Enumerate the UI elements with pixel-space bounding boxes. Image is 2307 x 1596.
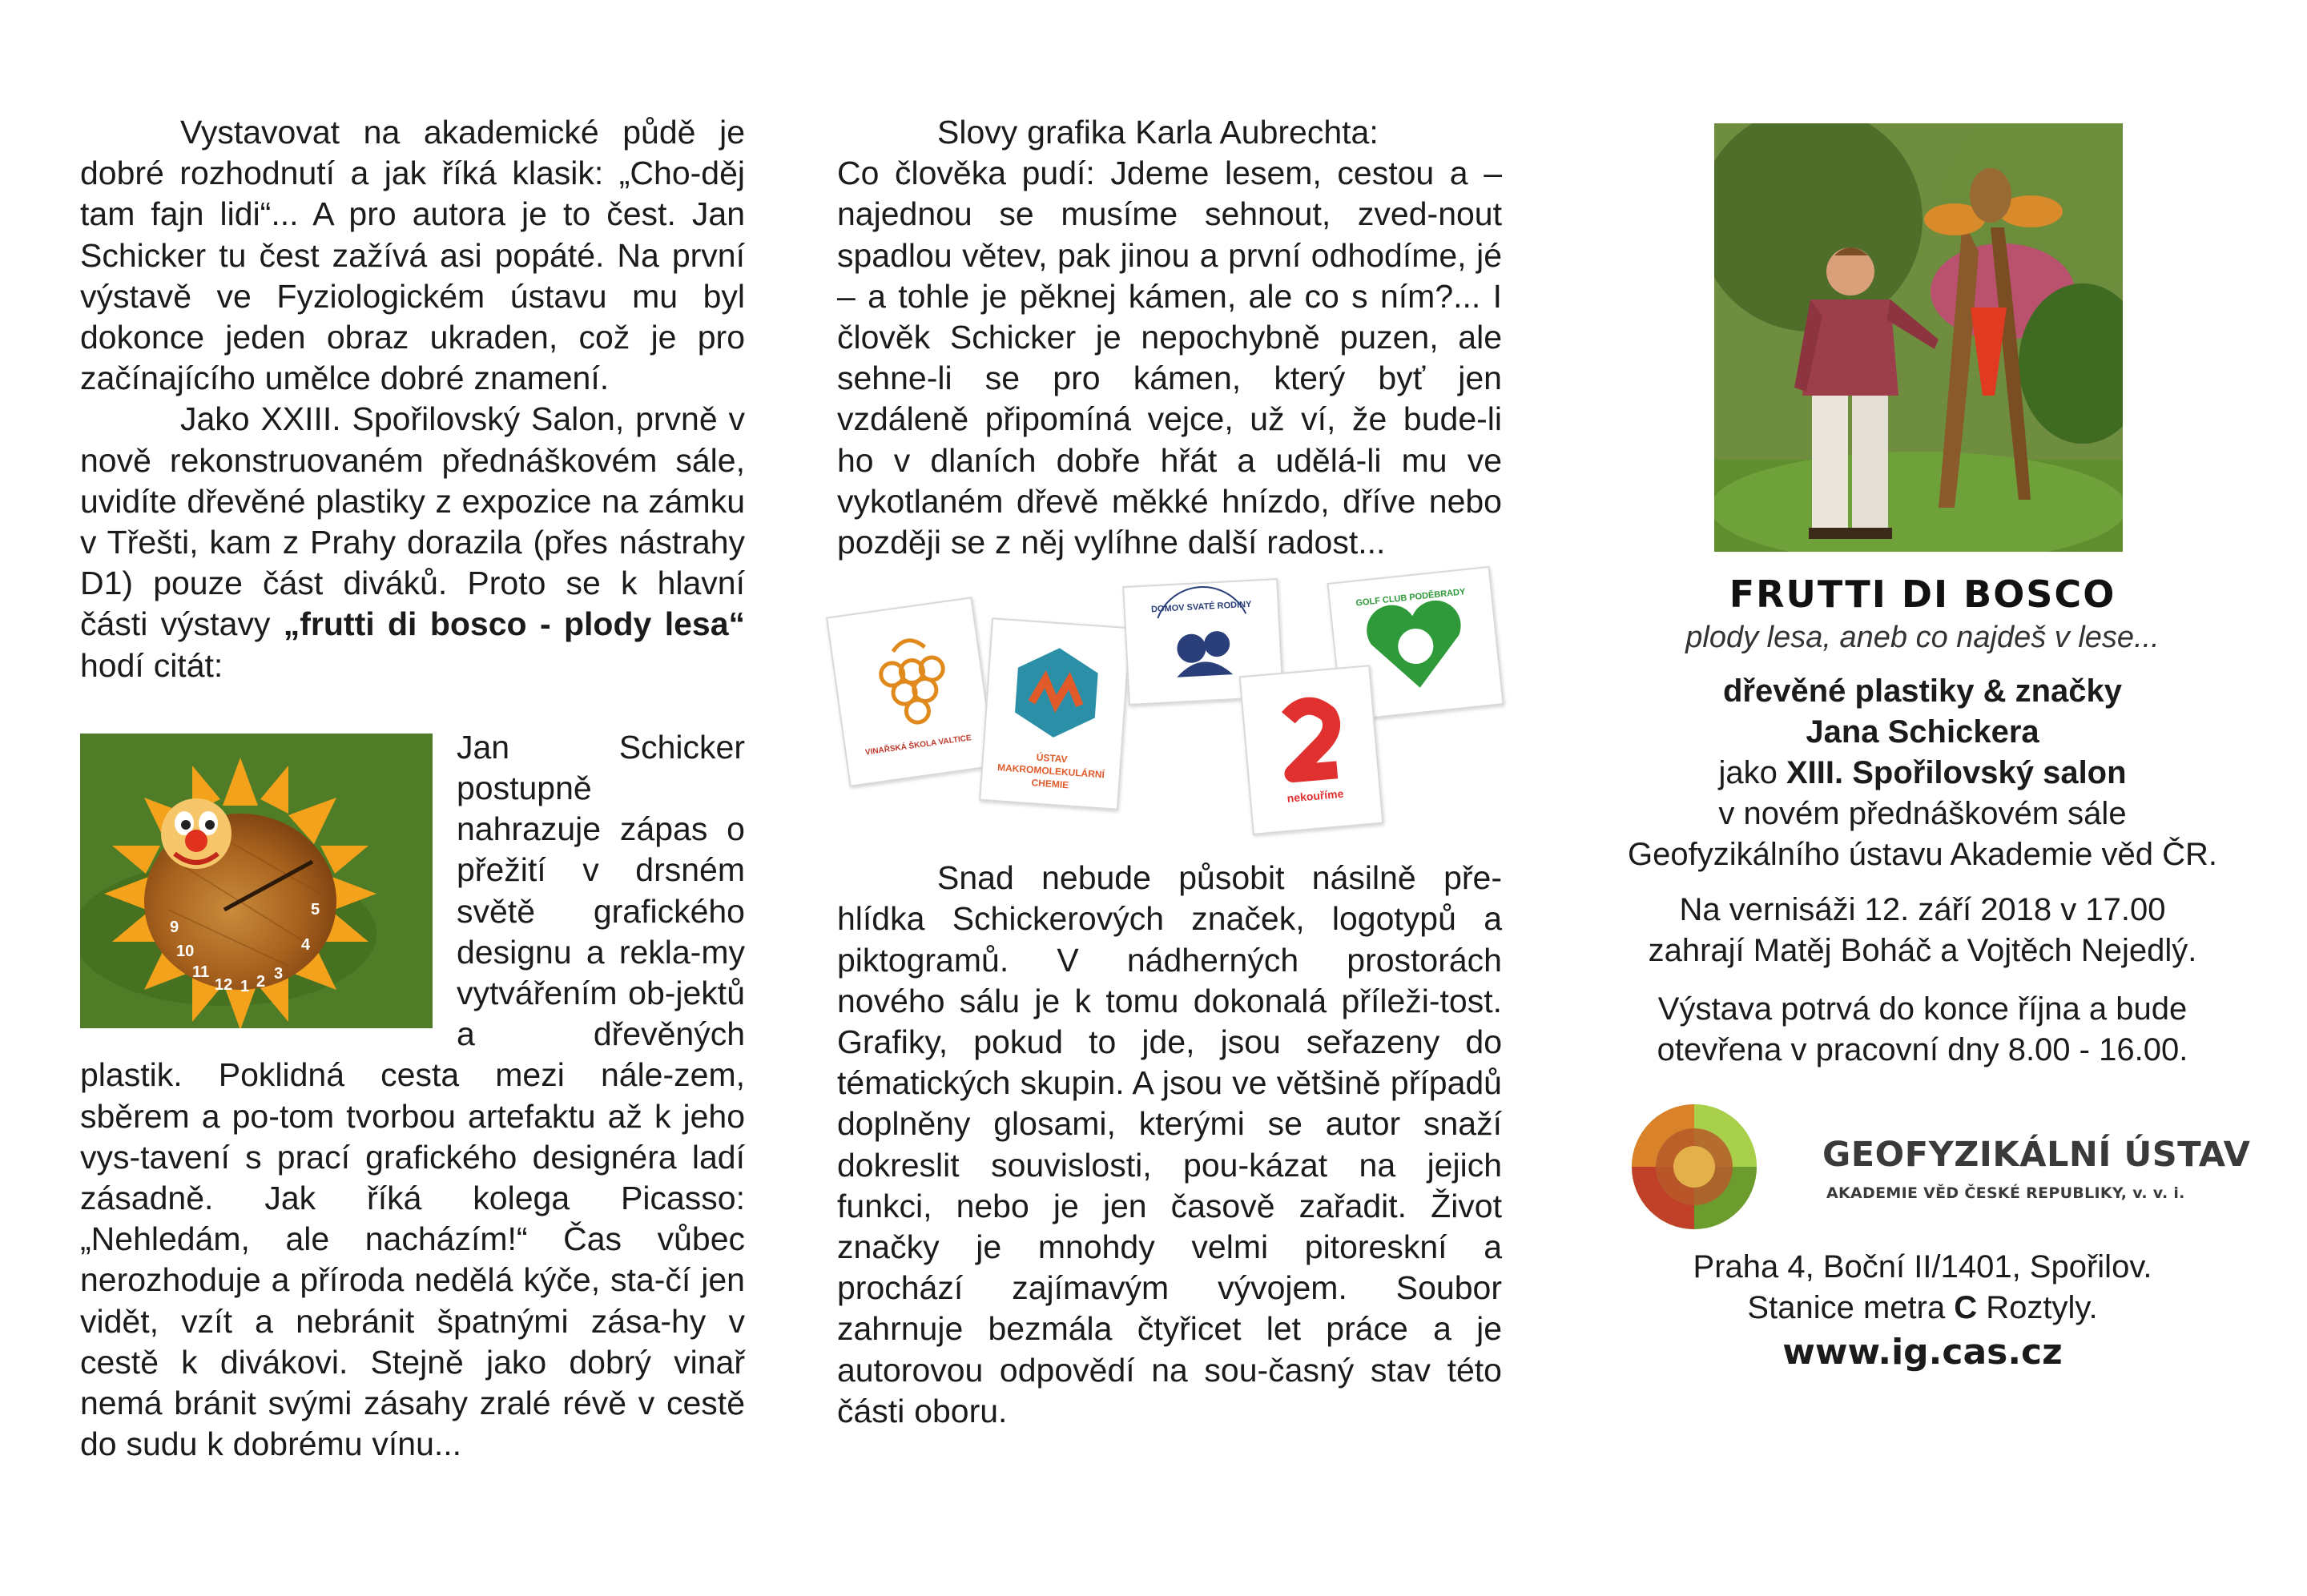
aubrecht-heading-text: Slovy grafika Karla Aubrechta: (937, 114, 1379, 151)
logo3-text: DOMOV SVATÉ RODINY (1150, 600, 1252, 615)
info-line-3-pre: jako (1718, 755, 1786, 790)
duration-line-2: otevřena v pracovní dny 8.00 - 16.00. (1657, 1032, 2188, 1067)
info-line-2 (1582, 712, 2263, 753)
exhibition-subtitle: plody lesa, aneb co najdeš v lese... (1685, 621, 2160, 654)
intro-paragraph (80, 112, 745, 399)
sun-number: 9 (170, 918, 179, 936)
salon-paragraph (80, 399, 745, 685)
logos-paragraph (837, 858, 1502, 1432)
duration-line-1: Výstava potrvá do konce října a bude (1657, 991, 2188, 1027)
logo1-text: VINAŘSKÁ ŠKOLA VALTICE (864, 734, 972, 758)
logo-card-nekourime (1239, 665, 1384, 835)
nekourime-logo-icon (1241, 667, 1382, 834)
logo2-text2: MAKROMOLEKULÁRNÍ (996, 762, 1105, 781)
artist-name: Jana Schickera (1806, 714, 2039, 750)
sun-number: 5 (311, 900, 320, 919)
sculptor-photo (1714, 123, 2123, 552)
sun-number: 3 (274, 964, 284, 983)
logo2-text1: ÚSTAV (1036, 751, 1069, 766)
sun-sculpture-image (80, 734, 433, 1028)
info-line-3 (1582, 753, 2263, 794)
column-left (80, 112, 745, 1465)
sun-number: 2 (256, 972, 266, 991)
institute-name: GEOFYZIKÁLNÍ ÚSTAV (1822, 1135, 2251, 1175)
sun-number: 12 (215, 975, 233, 994)
institute-logo (1582, 1103, 2263, 1231)
website-link[interactable]: www.ig.cas.cz (1782, 1332, 2063, 1373)
column-right (1582, 112, 2263, 1373)
geofyzika-logo-circle-icon (1614, 1103, 1774, 1231)
institute-subname: AKADEMIE VĚD ČESKÉ REPUBLIKY, v. v. i. (1826, 1184, 2185, 1202)
logos-paragraph-text: Snad nebude působit násilně pře-hlídka Schickerových značek, logotypů a piktogramů. V nádherných prostorách nového sálu je k tomu dokonalá příleži-tost. Grafiky, pokud to jde, jsou seřazeny do tématických skupin. A jsou ve většině případů doplněny glosami, kterými se autor snaží dokreslit souvislosti, pou-kázat na jejich funkci, nebo je jen časově zařadit. Život značky je mnohdy velmi pitoreskní a prochází zajímavým vývojem. Soubor zahrnuje bezmála čtyřicet let práce a je autorovou odpovědí na sou-časný stav této části oboru. (837, 859, 1502, 1429)
spacer (1582, 971, 2263, 989)
logo-card-vinarska-skola (826, 597, 996, 787)
info-line-4: v novém přednáškovém sále (1718, 796, 2127, 831)
aubrecht-heading (837, 112, 1502, 153)
vernissage-line-1: Na vernisáži 12. září 2018 v 17.00 (1679, 892, 2166, 927)
address-line-2-pre: Stanice metra (1747, 1290, 1955, 1325)
address-line-2-post: Roztyly. (1977, 1290, 2098, 1325)
sun-sculpture-photo (80, 734, 433, 1028)
info-line-5: Geofyzikálního ústavu Akademie věd ČR. (1628, 837, 2217, 872)
info-line-1-text: dřevěné plastiky & značky (1722, 673, 2123, 709)
vinarska-logo-icon (827, 599, 993, 786)
metro-line: C (1954, 1290, 1978, 1325)
quote-paragraph (80, 686, 745, 1465)
umch-logo-icon (980, 620, 1129, 809)
sculptor-image (1714, 123, 2123, 552)
vernissage-line-2: zahrají Matěj Boháč a Vojtěch Nejedlý. (1648, 933, 2197, 968)
logo4-text: GOLF CLUB PODĚBRADY (1355, 587, 1466, 609)
logo2-text3: CHEMIE (1031, 777, 1069, 791)
spacer (1582, 875, 2263, 890)
address-line-2 (1582, 1288, 2263, 1329)
exhibition-name: „frutti di bosco - plody lesa“ (283, 605, 745, 643)
sun-number: 11 (192, 963, 210, 981)
sun-number: 10 (176, 942, 195, 960)
quote-lead-spacer (80, 686, 745, 727)
logo5-text: nekouříme (1286, 786, 1344, 806)
quote-text: Jan Schicker postupně nahrazuje zápas o přežití v drsném světě grafického designu a rekla-my vytvářením ob-jektů a dřevěných plastik. Poklidná cesta mezi nále-zem, sběrem a po-tom tvorbou artefaktu až k jeho vys-tavení s prací grafického designéra ladí zásadně. Jak říká kolega Picasso: „Nehledám, ale nacházím!“ Čas vůbec nerozhoduje a příroda nedělá kýče, sta-čí jen vidět, vzít a nebránit špatnými zása-hy v cestě k divákovi. Stejně jako dobrý vinař nemá bránit svými zásahy zralé révě v cestě do sudu k dobrému vínu... (80, 728, 745, 1463)
info-line-1 (1582, 671, 2263, 712)
salon-text: Jako XXIII. Spořilovský Salon, prvně v nově rekonstruovaném přednáškovém sále, uvidíte dřevěné plastiky z expozice na zámku v Třešti, kam z Prahy dorazila (přes nástrahy D1) pouze část diváků. Proto se k hlavní části výstavy (80, 400, 745, 643)
intro-text: Vystavovat na akademické půdě je dobré rozhodnutí a jak říká klasik: „Cho-děj tam fajn lidi“... A pro autora je to čest. Jan Schicker tu čest zažívá asi popáté. Na první výstavě ve Fyziologickém ústavu mu byl dokonce jeden obraz ukraden, což je pro začínajícího umělce dobré znamení. (80, 114, 745, 397)
salon-text-end: hodí citát: (80, 646, 223, 684)
sun-number: 1 (240, 977, 250, 995)
exhibition-title: FRUTTI DI BOSCO (1729, 573, 2116, 616)
logo-collage (821, 574, 1542, 838)
address-line-1: Praha 4, Boční II/1401, Spořilov. (1693, 1249, 2152, 1284)
aubrecht-paragraph: Co člověka pudí: Jdeme lesem, cestou a – najednou se musíme sehnout, zved-nout spadlou větev, pak jinou a první odhodíme, jé – a tohle je pěknej kámen, ale co s ním?... I člověk Schicker je nepochybně puzen, ale sehne-li se pro kámen, který byť jen vzdáleně připomíná vejce, už ví, že bude-li ho v dlaních dobře hřát a udělá-li mu ve vykotlaném dřevě měkké hnízdo, dříve nebo později se z něj vylíhne další radost... (837, 155, 1502, 561)
column-middle (837, 112, 1502, 1432)
sun-number: 4 (301, 935, 311, 954)
salon-name: XIII. Spořilovský salon (1786, 755, 2127, 790)
logo-card-ustav-makromolekularni (979, 617, 1131, 810)
